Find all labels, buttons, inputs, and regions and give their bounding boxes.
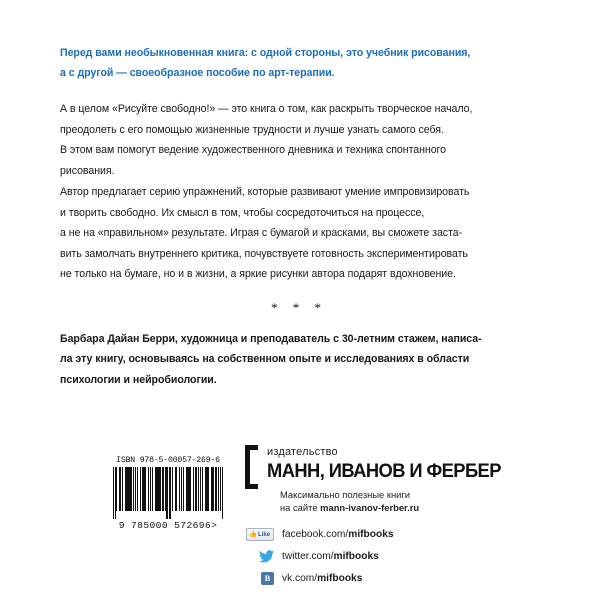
- body-paragraph-2: [60, 182, 532, 285]
- social-row-facebook[interactable]: [240, 524, 394, 544]
- tagline-line-1: Максимально полезные книги: [280, 489, 411, 500]
- twitter-bird-icon[interactable]: [240, 550, 274, 563]
- vk-handle: mifbooks: [317, 572, 363, 584]
- body-line: рисования.: [60, 164, 115, 177]
- ean-digits: 9 785000 572696>: [118, 520, 218, 531]
- vk-link[interactable]: [282, 573, 362, 584]
- body-line: В этом вам помогут ведение художественного дневника и техника спонтанного: [60, 144, 446, 156]
- social-links: [240, 524, 394, 590]
- isbn-label: ISBN 978-5-00057-269-6: [116, 456, 220, 465]
- body-paragraph-1: [60, 99, 532, 181]
- facebook-link[interactable]: [282, 529, 394, 540]
- cover-footer: [0, 440, 600, 600]
- lede-paragraph: [60, 44, 532, 83]
- publisher-text: [267, 444, 516, 482]
- social-row-twitter[interactable]: [240, 546, 394, 566]
- publisher-kicker: издательство: [267, 446, 338, 458]
- vk-icon[interactable]: [240, 572, 274, 585]
- facebook-prefix: facebook.com/: [282, 528, 349, 540]
- body-line: и творить свободно. Их смысл в том, чтобы сосредоточиться на процессе,: [60, 206, 425, 219]
- author-note-line: ла эту книгу, основываясь на собственном опыте и исследованиях в области: [60, 353, 470, 365]
- body-line: преодолеть с его помощью жизненные трудности и лучше узнать самого себя.: [60, 123, 444, 136]
- bracket-icon: [245, 445, 258, 489]
- body-line: вить замолчать внутреннего критика, почувствуете готовность экспериментировать: [60, 247, 468, 260]
- author-note-line: психологии и нейробиологии.: [60, 373, 217, 386]
- isbn-barcode: [112, 456, 224, 531]
- author-note: [60, 329, 532, 391]
- vk-glyph: В: [261, 572, 274, 585]
- facebook-like-icon[interactable]: [240, 528, 274, 541]
- social-row-vk[interactable]: [240, 568, 394, 588]
- twitter-handle: mifbooks: [333, 550, 379, 562]
- lede-line: а с другой — своеобразное пособие по арт-терапии.: [60, 66, 335, 79]
- tagline-prefix: на сайте: [280, 502, 321, 513]
- body-line: не только на бумаге, но и в жизни, а яркие рисунки автора подарят вдохновение.: [60, 268, 456, 280]
- publisher-website[interactable]: mann-ivanov-ferber.ru: [320, 502, 420, 513]
- thumbs-up-icon: 👍: [249, 530, 258, 538]
- twitter-prefix: twitter.com/: [282, 550, 334, 562]
- author-note-line: Барбара Дайан Берри, художница и преподаватель с 30-летним стажем, написа-: [60, 332, 482, 345]
- twitter-link[interactable]: [282, 551, 379, 562]
- publisher-tagline: [280, 488, 419, 514]
- body-line: а не на «правильном» результате. Играя с бумагой и красками, вы сможете заста-: [60, 227, 463, 239]
- vk-prefix: vk.com/: [282, 572, 318, 584]
- cover-copy: [60, 44, 532, 392]
- body-line: А в целом «Рисуйте свободно!» — это книга о том, как раскрыть творческое начало,: [60, 103, 473, 115]
- publisher-logo: [245, 444, 516, 489]
- facebook-like-label: Like: [258, 530, 270, 538]
- publisher-name: МАНН, ИВАНОВ И ФЕРБЕР: [267, 460, 501, 482]
- tagline-line-2: [280, 501, 419, 514]
- facebook-handle: mifbooks: [348, 528, 394, 540]
- lede-line: Перед вами необыкновенная книга: с одной стороны, это учебник рисования,: [60, 47, 471, 59]
- asterisk-divider: * * *: [271, 299, 327, 315]
- body-line: Автор предлагает серию упражнений, которые развивают умение импровизировать: [60, 186, 470, 198]
- barcode-bars: [112, 467, 224, 519]
